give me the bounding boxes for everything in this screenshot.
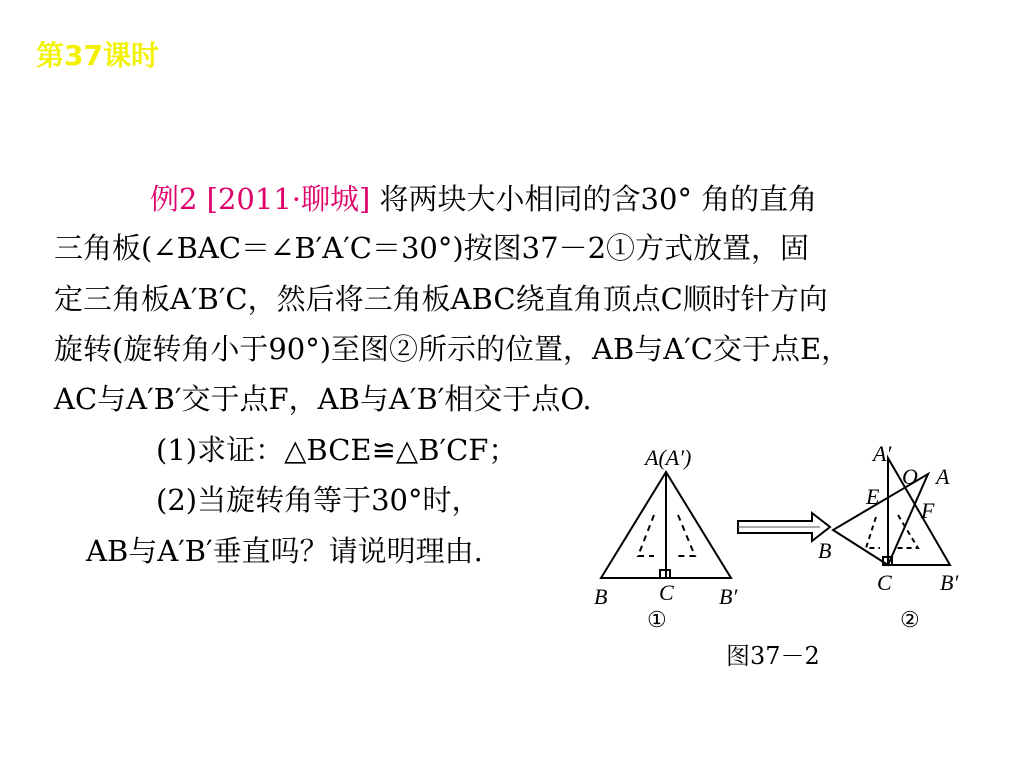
figure-caption: 图37－2 [726, 642, 820, 670]
fig1-label-B: B [594, 584, 608, 609]
problem-line-3: 定三角板A′B′C，然后将三角板ABC绕直角顶点C顺时针方向 [54, 282, 828, 316]
problem-line-2: 三角板(∠BAC＝∠B′A′C＝30°)按图37－2①方式放置，固 [54, 231, 810, 265]
fig2-label-E: E [866, 484, 880, 509]
fig2-number: ② [900, 608, 920, 633]
fig2-label-O: O [902, 464, 918, 489]
problem-text-1: 将两块大小相同的含30° 角的直角 [379, 182, 818, 216]
fig2-label-Aprime: A′ [873, 441, 892, 466]
question-2-cont: AB与A′B′垂直吗？请说明理由. [86, 534, 483, 568]
fig2-label-C: C [877, 570, 892, 595]
example-tag: 例2 [2011·聊城] [150, 182, 371, 216]
problem-line-4: 旋转(旋转角小于90°)至图②所示的位置，AB与A′C交于点E， [54, 332, 851, 366]
question-1: (1)求证：△BCE≌△B′CF； [156, 433, 518, 467]
figure-1-triangles [601, 472, 731, 578]
problem-line-5: AC与A′B′交于点F，AB与A′B′相交于点O. [54, 382, 592, 416]
fig1-label-Bprime: B′ [719, 584, 738, 609]
lesson-title: 第37课时 [36, 39, 159, 72]
question-2: (2)当旋转角等于30°时， [156, 483, 481, 517]
fig1-label-top: A(A′) [645, 445, 692, 470]
fig2-label-A: A [936, 464, 950, 489]
fig2-label-Bprime: B′ [940, 570, 959, 595]
fig1-label-C: C [659, 580, 674, 605]
fig2-label-B: B [818, 538, 832, 563]
fig2-label-F: F [921, 498, 935, 523]
arrow-icon [738, 513, 830, 541]
fig1-number: ① [647, 608, 667, 633]
